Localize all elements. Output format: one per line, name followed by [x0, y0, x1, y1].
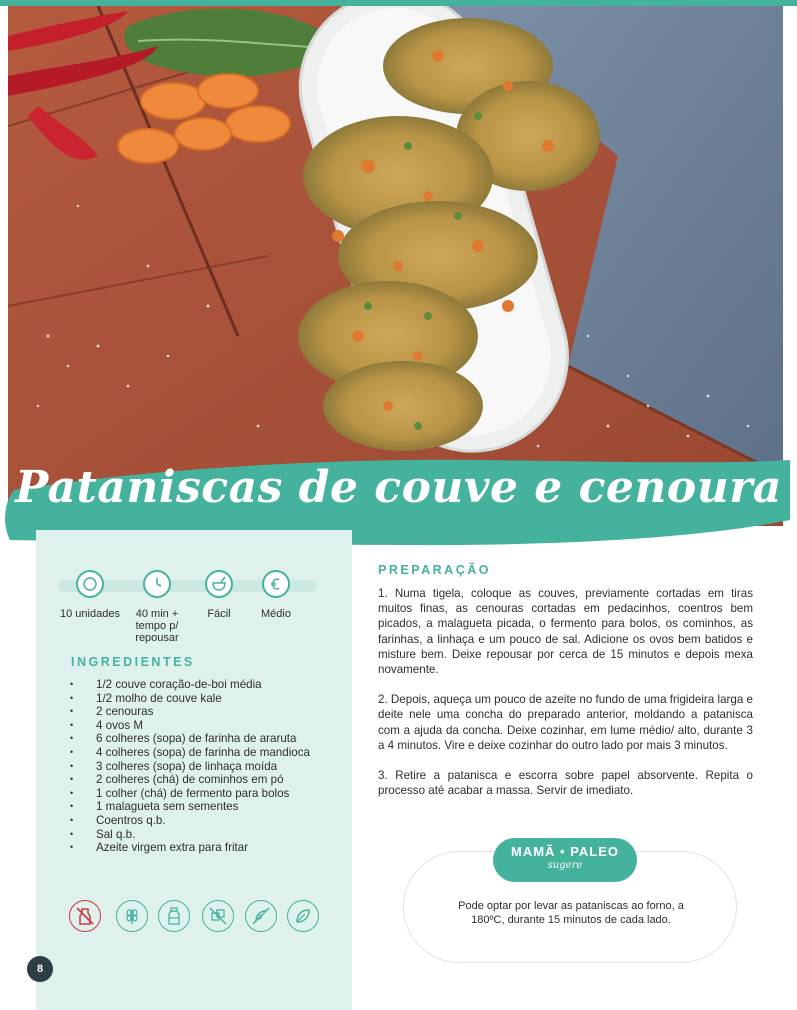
- euro-icon: [262, 570, 290, 598]
- logo-brand: MAMÃ • PALEO: [510, 844, 620, 859]
- list-item: • 2 cenouras: [70, 705, 340, 719]
- preparation-step: 2. Depois, aqueça um pouco de azeite no fundo de uma frigideira larga e deite nele uma concha do preparado anterior, moldando a patanisca com a ajuda da concha. Deixe cozinhar, em lume médio/ alto, durante 3 a 4 minutos. Vire e deixe cozinhar do outro lado por mais 3 minutos.: [378, 693, 753, 752]
- recipe-photo: [8, 6, 783, 526]
- meta-difficulty-label: Fácil: [207, 608, 231, 620]
- list-item: • 1/2 molho de couve kale: [70, 692, 340, 706]
- no-sugar-icon: [202, 900, 234, 932]
- no-milk-bottle-icon: [158, 900, 190, 932]
- list-item: • Azeite virgem extra para fritar: [70, 841, 340, 855]
- list-item: • 2 colheres (chá) de cominhos em pó: [70, 773, 340, 787]
- vegetarian-leaf-icon: [287, 900, 319, 932]
- no-dairy-icon: [69, 900, 101, 932]
- gluten-free-icon: [116, 900, 148, 932]
- no-soy-icon: [245, 900, 277, 932]
- plate-icon: [76, 570, 104, 598]
- list-item: • 1/2 couve coração-de-boi média: [70, 678, 340, 692]
- tip-text: Pode optar por levar as pataniscas ao forno, a 180ºC, durante 15 minutos de cada lado.: [458, 900, 684, 926]
- mama-paleo-logo: [493, 838, 637, 882]
- ingredients-heading: INGREDIENTES: [71, 655, 195, 669]
- logo-tagline: sugere: [547, 860, 583, 871]
- list-item: • Sal q.b.: [70, 828, 340, 842]
- preparation-step: 3. Retire a patanisca e escorra sobre papel absorvente. Repita o processo até acabar a massa. Servir de imediato.: [378, 769, 753, 798]
- list-item: • 4 ovos M: [70, 719, 340, 733]
- list-item: • 3 colheres (sopa) de linhaça moída: [70, 760, 340, 774]
- difficulty-bowl-icon: [205, 570, 233, 598]
- list-item: • 1 colher (chá) de fermento para bolos: [70, 787, 340, 801]
- list-item: • 1 malagueta sem sementes: [70, 800, 340, 814]
- preparation-heading: PREPARAÇÃO: [378, 563, 491, 577]
- recipe-title: Pataniscas de couve e cenoura: [15, 462, 782, 513]
- page-number: 8: [27, 956, 53, 982]
- list-item: • Coentros q.b.: [70, 814, 340, 828]
- meta-time-label: 40 min + tempo p/ repousar: [135, 608, 179, 644]
- meta-cost: [240, 570, 312, 620]
- timer-icon: [143, 570, 171, 598]
- meta-servings-label: 10 unidades: [60, 608, 120, 620]
- recipe-photo-illustration: [8, 6, 783, 526]
- preparation-step: 1. Numa tigela, coloque as couves, previamente cortadas em tiras muitos finas, as cenouras cortadas em pedacinhos, coentros bem picados, a malagueta picada, o fermento para bolos, os cominhos, as farinhas, a linhaça e um pouco de sal. Adicione os ovos bem batidos e misture bem. Deixe repousar por cerca de 15 minutos e depois mexa novamente.: [378, 587, 753, 677]
- list-item: • 4 colheres (sopa) de farinha de mandioca: [70, 746, 340, 760]
- preparation-steps: [378, 586, 753, 813]
- meta-cost-label: Médio: [261, 608, 291, 620]
- ingredients-list: [70, 678, 340, 855]
- list-item: • 6 colheres (sopa) de farinha de araruta: [70, 732, 340, 746]
- meta-servings: [54, 570, 126, 620]
